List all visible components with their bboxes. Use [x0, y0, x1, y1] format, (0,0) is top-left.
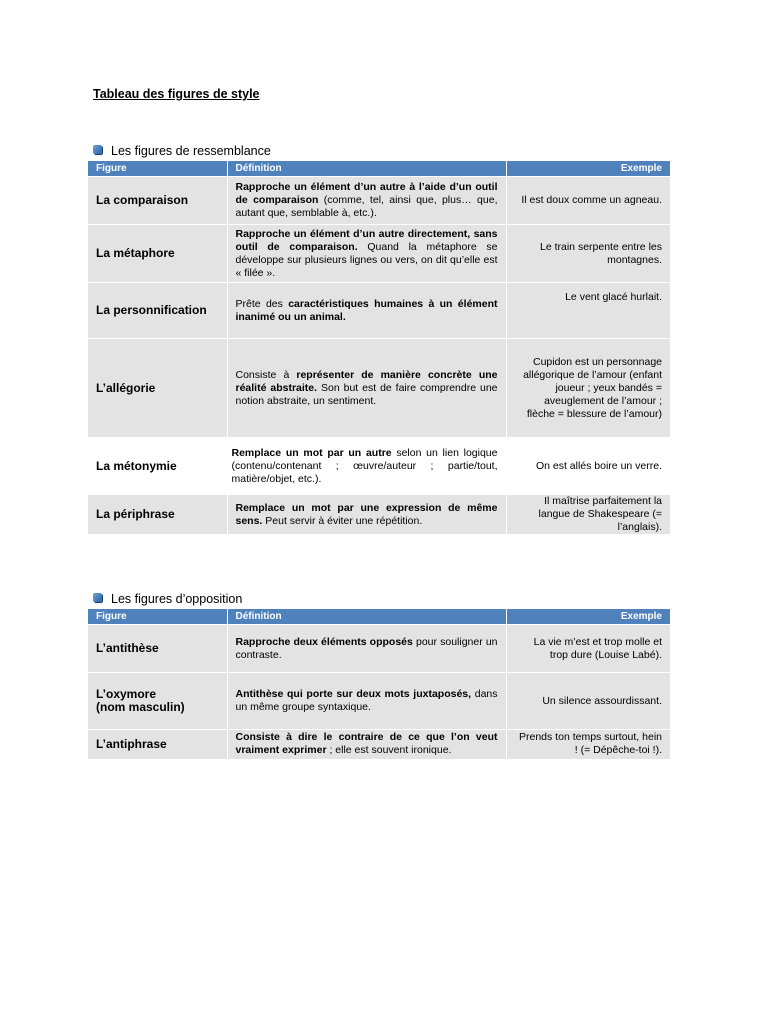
example: Le vent glacé hurlait.: [506, 283, 670, 339]
column-header-figure: Figure: [88, 161, 227, 177]
table-header-row: [88, 609, 670, 625]
definition: Antithèse qui porte sur deux mots juxtaposés, dans un même groupe syntaxique.: [227, 673, 506, 730]
figure-name: L’antithèse: [88, 625, 227, 673]
column-header-example: Exemple: [506, 609, 670, 625]
section-heading-opposition: [93, 591, 242, 607]
example: Cupidon est un personnage allégorique de l’amour (enfant joueur ; yeux bandés = aveuglement de l’amour ; flèche = blessure de l’amour): [506, 339, 670, 438]
ressemblance-table: [88, 161, 670, 534]
table-row: [88, 177, 670, 225]
section-heading-ressemblance: [93, 143, 271, 159]
table-row: [88, 283, 670, 339]
table-row: [88, 339, 670, 438]
table-row: [88, 673, 670, 730]
figure-name: La métonymie: [88, 438, 227, 495]
column-header-example: Exemple: [506, 161, 670, 177]
table-row: [88, 730, 670, 759]
document-title: Tableau des figures de style: [93, 87, 260, 101]
table-row: [88, 225, 670, 283]
table-row: [88, 438, 670, 495]
definition: Remplace un mot par un autre selon un lien logique (contenu/contenant ; œuvre/auteur ; partie/tout, matière/objet, etc.).: [227, 438, 506, 495]
figure-name-main: L’oxymore: [96, 687, 157, 701]
example: La vie m’est et trop molle et trop dure (Louise Labé).: [506, 625, 670, 673]
table-header-row: [88, 161, 670, 177]
column-header-figure: Figure: [88, 609, 227, 625]
definition: Rapproche un élément d’un autre à l’aide d’un outil de comparaison (comme, tel, ainsi que, plus… que, autant que, semblable à, etc.).: [227, 177, 506, 225]
example: Prends ton temps surtout, hein ! (= Dépêche-toi !).: [506, 730, 670, 759]
figure-name: La comparaison: [88, 177, 227, 225]
figure-name-note: (nom masculin): [96, 700, 185, 714]
figure-name: La périphrase: [88, 495, 227, 535]
definition: Rapproche deux éléments opposés pour souligner un contraste.: [227, 625, 506, 673]
definition: Rapproche un élément d’un autre directement, sans outil de comparaison. Quand la métaphore se développe sur plusieurs lignes ou vers, on dit qu’elle est « filée ».: [227, 225, 506, 283]
definition: Consiste à représenter de manière concrète une réalité abstraite. Son but est de faire comprendre une notion abstraite, un sentiment.: [227, 339, 506, 438]
figure-name: [88, 673, 227, 730]
column-header-definition: Définition: [227, 161, 506, 177]
definition: Remplace un mot par une expression de même sens. Peut servir à éviter une répétition.: [227, 495, 506, 535]
table-row: [88, 625, 670, 673]
example: On est allés boire un verre.: [506, 438, 670, 495]
example: Il est doux comme un agneau.: [506, 177, 670, 225]
figure-name: La métaphore: [88, 225, 227, 283]
definition: Prête des caractéristiques humaines à un élément inanimé ou un animal.: [227, 283, 506, 339]
example: Un silence assourdissant.: [506, 673, 670, 730]
example: Le train serpente entre les montagnes.: [506, 225, 670, 283]
column-header-definition: Définition: [227, 609, 506, 625]
opposition-table: [88, 609, 670, 759]
figure-name: L’antiphrase: [88, 730, 227, 759]
section-heading-label: Les figures d’opposition: [111, 592, 243, 606]
square-bullet-icon: [93, 145, 102, 154]
square-bullet-icon: [93, 593, 102, 602]
figure-name: La personnification: [88, 283, 227, 339]
example: Il maîtrise parfaitement la langue de Shakespeare (= l’anglais).: [506, 495, 670, 535]
table-row: [88, 495, 670, 535]
definition: Consiste à dire le contraire de ce que l’on veut vraiment exprimer ; elle est souvent ironique.: [227, 730, 506, 759]
figure-name: L’allégorie: [88, 339, 227, 438]
section-heading-label: Les figures de ressemblance: [111, 144, 271, 158]
